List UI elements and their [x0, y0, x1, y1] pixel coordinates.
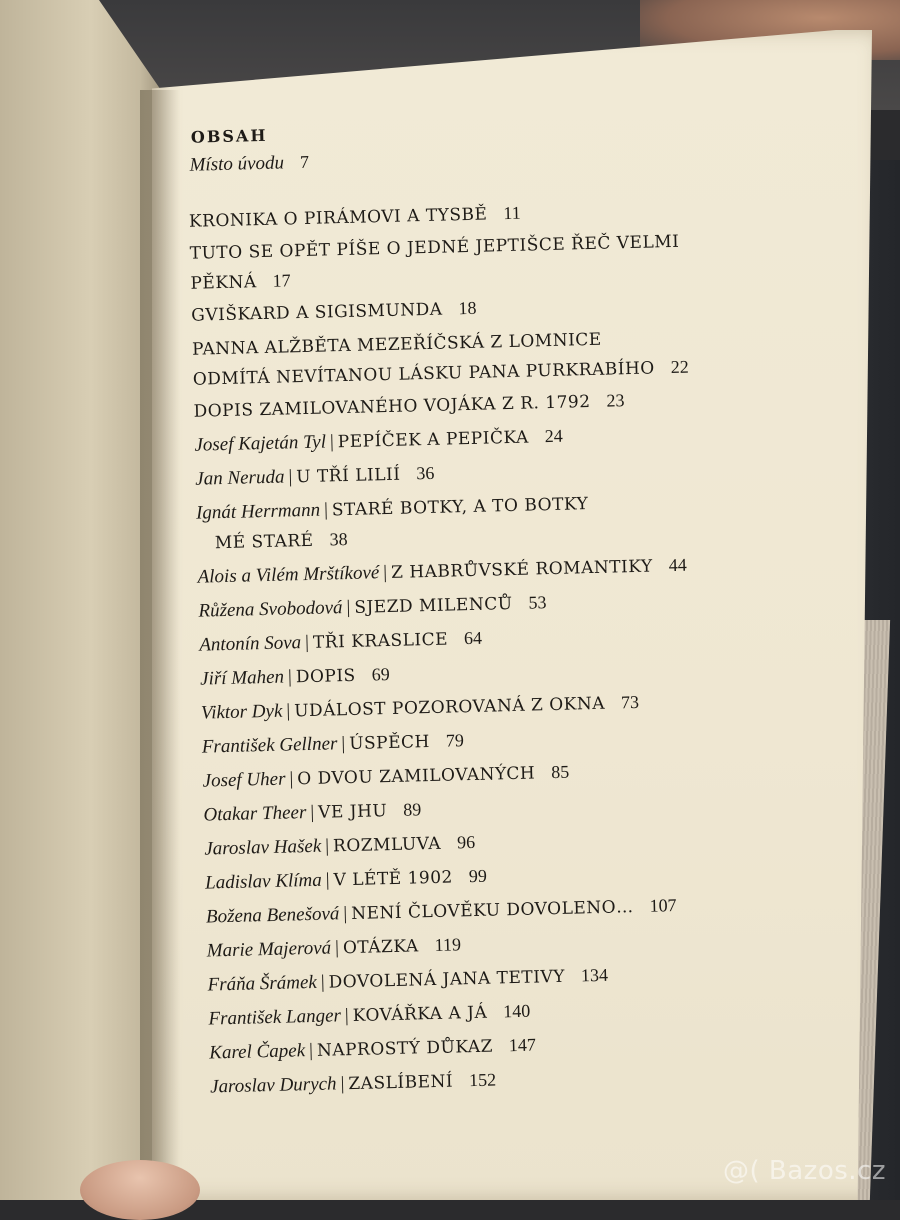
toc-heading: OBSAH	[190, 125, 268, 147]
toc-page-number: 140	[502, 1000, 531, 1022]
toc-title: DOPIS ZAMILOVANÉHO VOJÁKA Z R. 1792	[193, 392, 591, 422]
toc-title: ZASLÍBENÍ	[348, 1071, 454, 1095]
toc-author: Jiří Mahen	[199, 666, 285, 690]
toc-author: Jaroslav Hašek	[204, 835, 322, 860]
toc-author: Růžena Svobodová	[198, 597, 343, 622]
toc-title: TŘI KRASLICE	[312, 629, 449, 653]
toc-page-number: 23	[606, 390, 625, 411]
toc-author: Místo úvodu	[189, 152, 285, 176]
toc-separator: |	[287, 666, 293, 688]
toc-separator: |	[383, 562, 388, 584]
toc-title: NAPROSTÝ DŮKAZ	[316, 1036, 494, 1061]
toc-title: GVIŠKARD A SIGISMUNDA	[191, 299, 443, 326]
toc-title: ODMÍTÁ NEVÍTANOU LÁSKU PANA PURKRABÍHO	[192, 358, 655, 390]
toc-author: Karel Čapek	[209, 1040, 306, 1064]
toc-separator: |	[288, 466, 293, 488]
toc-author: Josef Kajetán Tyl	[194, 431, 327, 456]
toc-author: Jan Neruda	[195, 466, 285, 490]
toc-separator: |	[320, 971, 325, 993]
toc-separator: |	[325, 869, 330, 891]
toc-title: UDÁLOST POZOROVANÁ Z OKNA	[293, 693, 606, 722]
toc-title: STARÉ BOTKY, A TO BOTKY	[331, 494, 589, 521]
toc-title: NENÍ ČLOVĚKU DOVOLENO…	[350, 897, 634, 925]
toc-title: MÉ STARÉ	[214, 530, 314, 554]
toc-page-number: 85	[550, 761, 570, 783]
toc-author: Ignát Herrmann	[195, 499, 321, 524]
toc-page-number: 11	[503, 202, 521, 224]
toc-author: Viktor Dyk	[200, 700, 283, 724]
toc-title: DOVOLENÁ JANA TETIVY	[328, 966, 566, 993]
toc-title: SJEZD MILENCŮ	[354, 593, 513, 618]
toc-page-number: 107	[649, 895, 677, 916]
toc-title: ÚSPĚCH	[348, 732, 431, 755]
toc-author: František Gellner	[201, 733, 338, 758]
toc-page-number: 147	[508, 1034, 537, 1056]
toc-author: Josef Uher	[202, 768, 286, 792]
toc-page-number: 96	[456, 831, 476, 853]
toc-separator: |	[340, 1073, 345, 1095]
book-gutter	[140, 90, 180, 1200]
toc-separator: |	[343, 903, 348, 925]
toc-separator: |	[323, 499, 329, 521]
toc-title: VE JHU	[317, 801, 388, 823]
toc-author: František Langer	[208, 1005, 342, 1030]
thumb	[80, 1160, 200, 1220]
toc-title: KOVÁŘKA A JÁ	[352, 1002, 488, 1027]
toc-page-number: 134	[580, 964, 609, 986]
toc-separator: |	[304, 631, 310, 654]
toc-separator: |	[310, 801, 315, 823]
toc-title: PANNA ALŽBĚTA MEZEŘÍČSKÁ Z LOMNICE	[191, 329, 602, 360]
toc-page-number: 36	[416, 462, 435, 484]
toc-page-number: 64	[463, 627, 483, 649]
toc-page-number: 38	[329, 528, 348, 550]
toc-separator: |	[341, 733, 346, 755]
toc-title: PEPÍČEK A PEPIČKA	[337, 427, 530, 453]
toc-page-number: 79	[445, 730, 465, 751]
toc-page-number: 22	[670, 356, 689, 378]
toc-separator: |	[329, 431, 335, 453]
toc-page-number: 24	[544, 425, 563, 447]
toc-page-number: 17	[272, 270, 291, 291]
toc-page-number: 119	[434, 934, 462, 955]
toc-title: TUTO SE OPĚT PÍŠE O JEDNÉ JEPTIŠCE ŘEČ VELMI	[189, 231, 680, 264]
toc-title: ROZMLUVA	[332, 833, 442, 857]
toc-separator: |	[289, 768, 294, 790]
toc-author: Božena Benešová	[205, 903, 340, 928]
toc-separator: |	[286, 700, 291, 722]
toc-page-number: 44	[668, 554, 687, 576]
toc-separator: |	[324, 835, 330, 857]
toc-page-number: 152	[468, 1069, 497, 1091]
toc-separator: |	[334, 937, 340, 959]
toc-title: O DVOU ZAMILOVANÝCH	[297, 763, 536, 790]
toc-author: Ladislav Klíma	[204, 869, 323, 894]
toc-author: Antonín Sova	[199, 632, 302, 656]
toc-title: Z HABRŮVSKÉ ROMANTIKY	[390, 556, 653, 583]
toc-page-number: 69	[371, 664, 390, 685]
toc-author: Marie Majerová	[206, 937, 332, 962]
toc-title: DOPIS	[295, 665, 356, 688]
toc-title: V LÉTĚ 1902	[333, 867, 454, 891]
toc-page-number: 89	[402, 799, 422, 820]
watermark: @( Bazos.cz	[723, 1156, 886, 1186]
toc-separator: |	[344, 1005, 349, 1027]
toc-separator: |	[346, 596, 351, 619]
toc-title: PĚKNÁ	[190, 272, 257, 294]
toc-page-number: 7	[299, 151, 310, 173]
toc-title: KRONIKA O PIRÁMOVI A TYSBĚ	[188, 204, 488, 232]
toc-page-number: 18	[458, 297, 477, 319]
toc-separator: |	[308, 1039, 314, 1062]
toc-page-number: 73	[620, 691, 640, 713]
toc-page-number: 99	[468, 865, 488, 887]
toc-title: OTÁZKA	[342, 936, 419, 959]
toc-author: Jaroslav Durych	[209, 1073, 337, 1098]
toc-page-number: 53	[528, 592, 547, 613]
toc-title: U TŘÍ LILIÍ	[296, 464, 401, 488]
toc-author: Fráňa Šrámek	[207, 971, 318, 996]
toc-author: Otakar Theer	[203, 802, 307, 826]
toc-author: Alois a Vilém Mrštíkové	[197, 562, 380, 588]
